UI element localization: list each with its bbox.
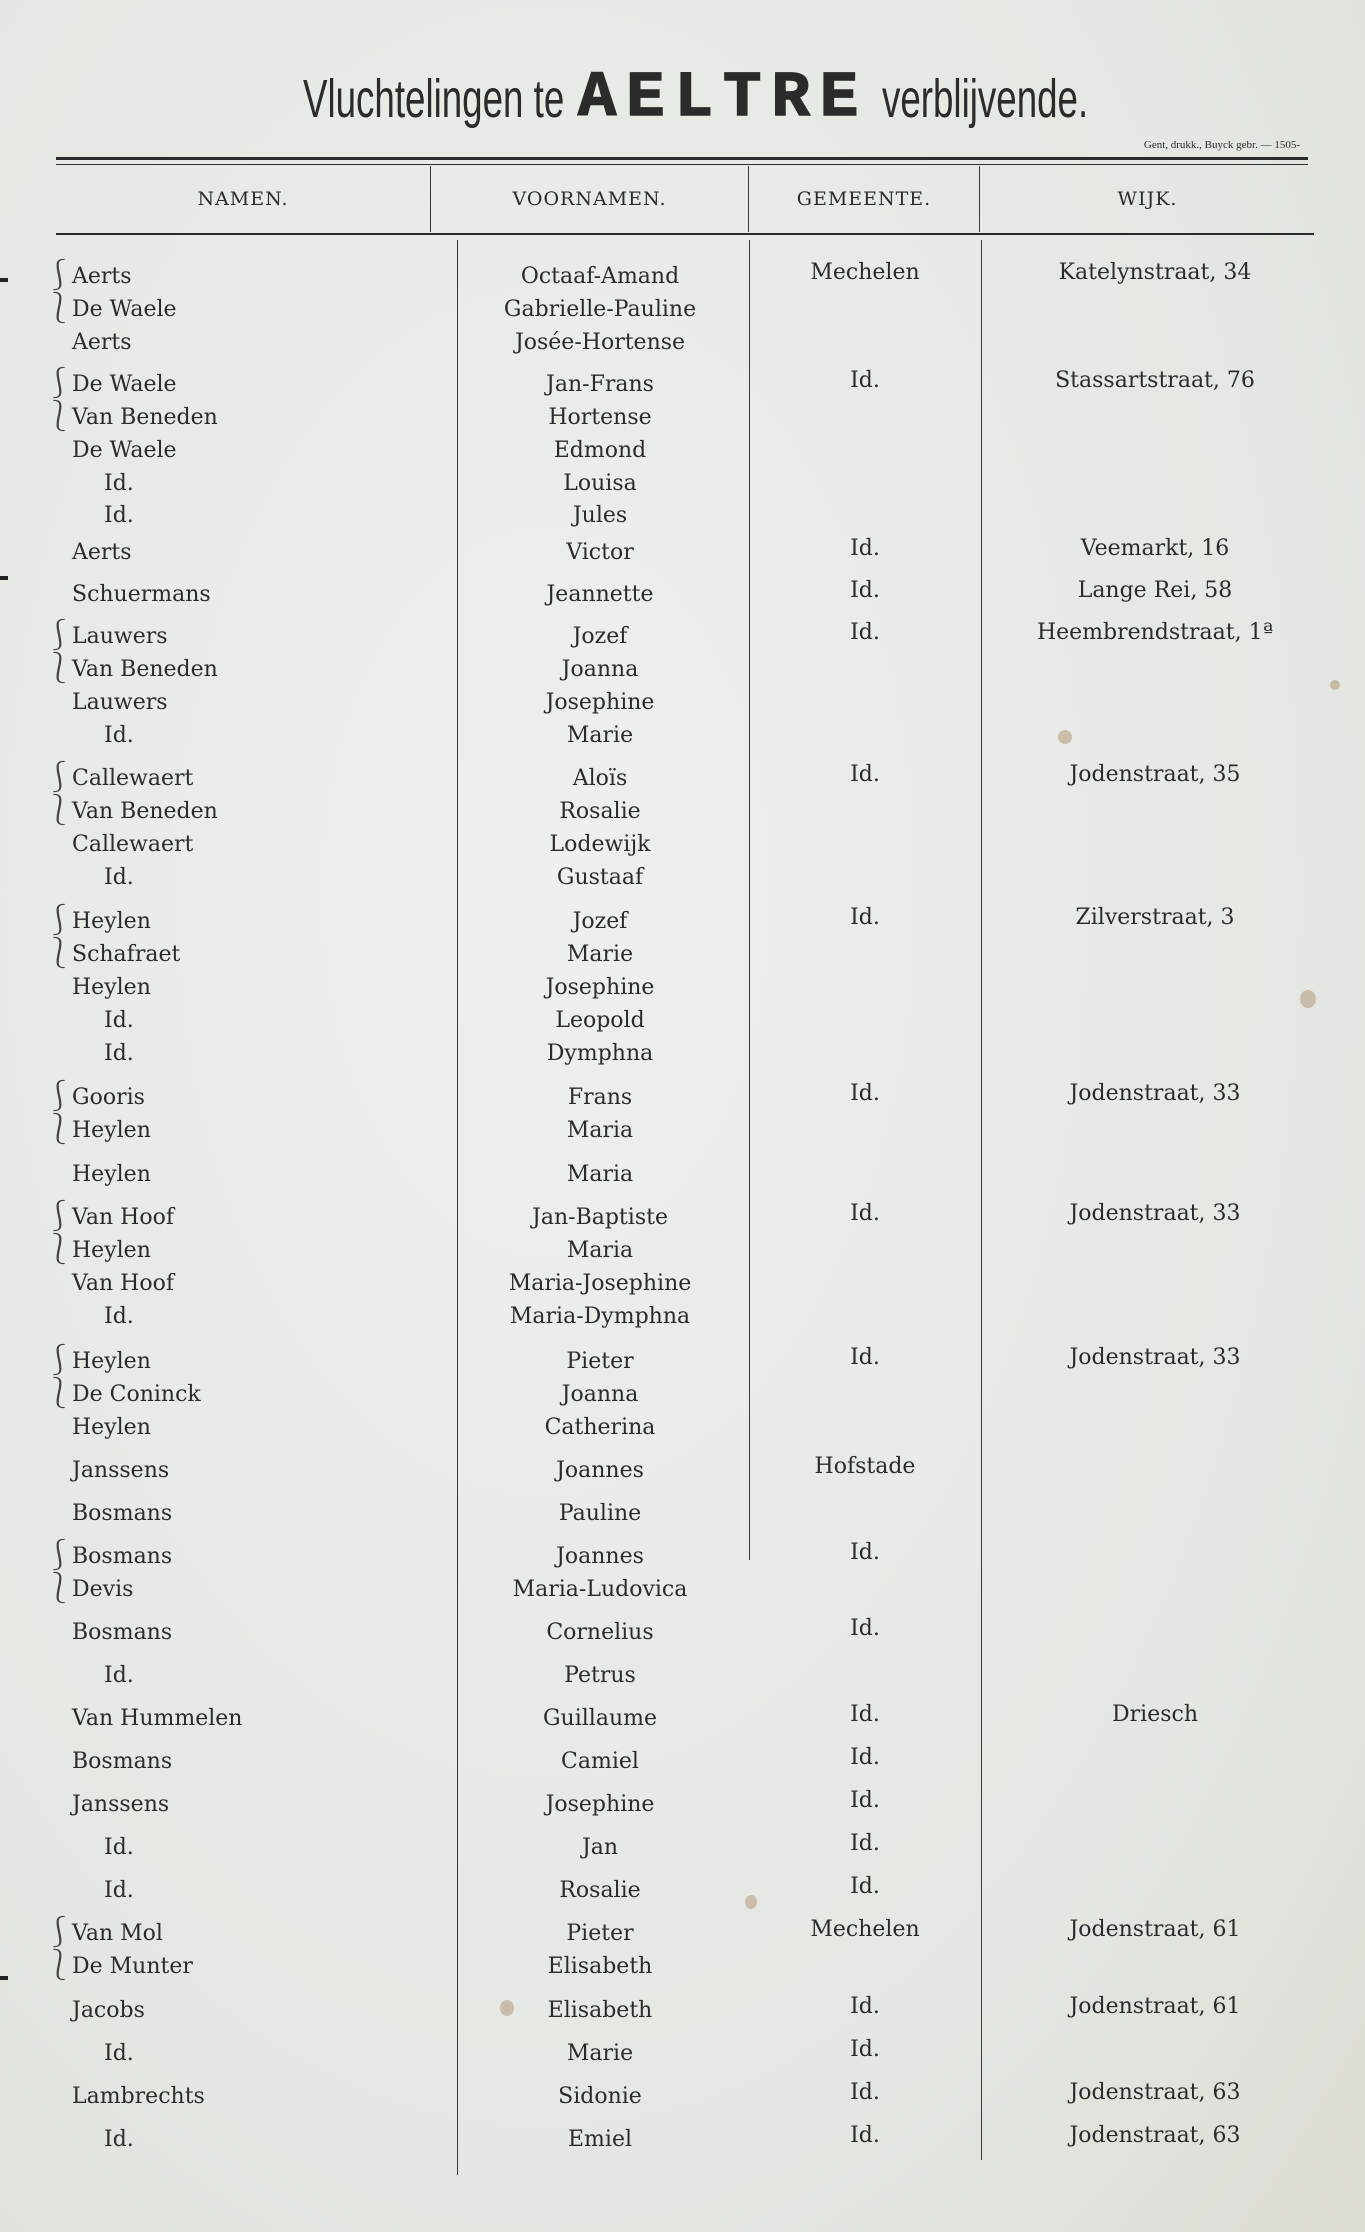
surname-cell: Id. xyxy=(104,1878,134,1903)
gemeente-cell: Id. xyxy=(850,578,880,603)
surname-cell: Devis xyxy=(72,1577,134,1602)
surname-cell: Id. xyxy=(104,1008,134,1033)
gemeente-cell: Id. xyxy=(850,1874,880,1899)
surname-cell: Id. xyxy=(104,1304,134,1329)
title-part-1: Vluchtelingen te xyxy=(302,68,564,129)
family-brace: ⎰ xyxy=(44,258,74,293)
punch-hole-mark xyxy=(0,576,8,580)
gemeente-cell: Id. xyxy=(850,1345,880,1370)
gemeente-cell: Id. xyxy=(850,2080,880,2105)
family-brace: ⎰ xyxy=(44,618,74,653)
gemeente-cell: Id. xyxy=(850,1201,880,1226)
gemeente-cell: Id. xyxy=(850,1831,880,1856)
wijk-cell: Lange Rei, 58 xyxy=(1077,578,1233,603)
printer-imprint: Gent, drukk., Buyck gebr. — 1505- xyxy=(1143,139,1300,151)
first-name-cell: Josephine xyxy=(545,975,655,1000)
surname-cell: Id. xyxy=(104,723,134,748)
family-brace: ⎱ xyxy=(44,793,74,828)
gemeente-cell: Id. xyxy=(850,1788,880,1813)
family-brace: ⎱ xyxy=(44,1571,74,1606)
surname-cell: Heylen xyxy=(72,1415,151,1440)
gemeente-cell: Id. xyxy=(850,368,880,393)
first-name-cell: Camiel xyxy=(561,1749,639,1774)
first-name-cell: Joannes xyxy=(556,1458,644,1483)
surname-cell: Heylen xyxy=(72,975,151,1000)
surname-cell: Aerts xyxy=(72,540,132,565)
first-name-cell: Gustaaf xyxy=(556,865,644,890)
surname-cell: Callewaert xyxy=(72,766,194,791)
header-namen: NAMEN. xyxy=(197,188,289,210)
surname-cell: Bosmans xyxy=(72,1749,173,1774)
first-name-cell: Josée-Hortense xyxy=(514,330,686,355)
foxing-spot xyxy=(1300,990,1316,1008)
first-name-cell: Hortense xyxy=(548,405,652,430)
first-name-cell: Joanna xyxy=(561,1382,639,1407)
wijk-cell: Jodenstraat, 33 xyxy=(1069,1201,1241,1226)
surname-cell: Heylen xyxy=(72,1162,151,1187)
surname-cell: Van Hoof xyxy=(72,1271,174,1296)
gemeente-cell: Id. xyxy=(850,536,880,561)
gemeente-cell: Id. xyxy=(850,1745,880,1770)
first-name-cell: Jan-Baptiste xyxy=(532,1205,668,1230)
surname-cell: Callewaert xyxy=(72,832,194,857)
surname-cell: Van Mol xyxy=(72,1921,163,1946)
gemeente-cell: Id. xyxy=(850,2123,880,2148)
family-brace: ⎱ xyxy=(44,399,74,434)
title-part-3: verblijvende. xyxy=(882,68,1089,129)
wijk-cell: Jodenstraat, 63 xyxy=(1069,2080,1241,2105)
first-name-cell: Emiel xyxy=(567,2127,632,2152)
family-brace: ⎰ xyxy=(44,903,74,938)
gemeente-cell: Id. xyxy=(850,905,880,930)
surname-cell: De Waele xyxy=(72,438,177,463)
wijk-cell: Zilverstraat, 3 xyxy=(1075,905,1235,930)
first-name-cell: Edmond xyxy=(553,438,647,463)
first-name-cell: Rosalie xyxy=(559,1878,641,1903)
surname-cell: Aerts xyxy=(72,330,132,355)
wijk-cell: Driesch xyxy=(1112,1702,1198,1727)
surname-cell: Heylen xyxy=(72,1238,151,1263)
first-name-cell: Jan xyxy=(581,1835,619,1860)
first-name-cell: Maria-Dymphna xyxy=(509,1304,691,1329)
gemeente-cell: Id. xyxy=(850,1994,880,2019)
surname-cell: Gooris xyxy=(72,1085,145,1110)
first-name-cell: Joannes xyxy=(556,1544,644,1569)
first-name-cell: Frans xyxy=(567,1085,633,1110)
family-brace: ⎰ xyxy=(44,1079,74,1114)
surname-cell: De Waele xyxy=(72,372,177,397)
first-name-cell: Maria-Ludovica xyxy=(512,1577,688,1602)
first-name-cell: Maria xyxy=(566,1162,634,1187)
first-name-cell: Louisa xyxy=(563,471,637,496)
punch-hole-mark xyxy=(0,278,8,282)
first-name-cell: Josephine xyxy=(545,690,655,715)
first-name-cell: Elisabeth xyxy=(547,1954,653,1979)
first-name-cell: Dymphna xyxy=(546,1041,654,1066)
wijk-cell: Stassartstraat, 76 xyxy=(1055,368,1255,393)
surname-cell: Bosmans xyxy=(72,1544,173,1569)
first-name-cell: Maria xyxy=(566,1118,634,1143)
surname-cell: Aerts xyxy=(72,264,132,289)
first-name-cell: Elisabeth xyxy=(547,1998,653,2023)
family-brace: ⎰ xyxy=(44,1915,74,1950)
family-brace: ⎰ xyxy=(44,1343,74,1378)
header-voornamen: VOORNAMEN. xyxy=(512,188,667,210)
first-name-cell: Jules xyxy=(572,503,628,528)
surname-cell: Heylen xyxy=(72,1349,151,1374)
first-name-cell: Aloïs xyxy=(572,766,628,791)
family-brace: ⎰ xyxy=(44,760,74,795)
wijk-cell: Jodenstraat, 61 xyxy=(1069,1994,1241,2019)
first-name-cell: Joanna xyxy=(561,657,639,682)
title-town: AELTRE xyxy=(577,62,869,135)
surname-cell: Van Beneden xyxy=(72,405,218,430)
surname-cell: De Coninck xyxy=(72,1382,201,1407)
first-name-cell: Pieter xyxy=(566,1349,634,1374)
gemeente-cell: Hofstade xyxy=(814,1454,916,1479)
surname-cell: Van Hummelen xyxy=(72,1706,243,1731)
gemeente-cell: Id. xyxy=(850,620,880,645)
wijk-cell: Jodenstraat, 61 xyxy=(1069,1917,1241,1942)
gemeente-cell: Mechelen xyxy=(810,260,920,285)
family-brace: ⎱ xyxy=(44,291,74,326)
surname-cell: Van Hoof xyxy=(72,1205,174,1230)
foxing-spot xyxy=(1058,730,1072,744)
family-brace: ⎰ xyxy=(44,1199,74,1234)
surname-cell: Van Beneden xyxy=(72,657,218,682)
header-wijk: WIJK. xyxy=(1117,188,1178,210)
surname-cell: Id. xyxy=(104,503,134,528)
first-name-cell: Victor xyxy=(566,540,634,565)
first-name-cell: Lodewijk xyxy=(549,832,651,857)
first-name-cell: Catherina xyxy=(544,1415,656,1440)
first-name-cell: Maria xyxy=(566,1238,634,1263)
wijk-cell: Veemarkt, 16 xyxy=(1080,536,1230,561)
first-name-cell: Cornelius xyxy=(546,1620,654,1645)
foxing-spot xyxy=(1330,680,1340,690)
gemeente-cell: Id. xyxy=(850,2037,880,2062)
first-name-cell: Pauline xyxy=(558,1501,642,1526)
surname-cell: Id. xyxy=(104,2041,134,2066)
first-name-cell: Pieter xyxy=(566,1921,634,1946)
family-brace: ⎱ xyxy=(44,651,74,686)
first-name-cell: Josephine xyxy=(545,1792,655,1817)
first-name-cell: Petrus xyxy=(564,1663,636,1688)
surname-cell: Id. xyxy=(104,865,134,890)
family-brace: ⎰ xyxy=(44,366,74,401)
surname-cell: Heylen xyxy=(72,909,151,934)
gemeente-cell: Id. xyxy=(850,1702,880,1727)
header-gemeente: GEMEENTE. xyxy=(796,188,932,210)
first-name-cell: Marie xyxy=(566,942,634,967)
wijk-cell: Jodenstraat, 33 xyxy=(1069,1345,1241,1370)
first-name-cell: Gabrielle-Pauline xyxy=(503,297,697,322)
first-name-cell: Leopold xyxy=(555,1008,645,1033)
gemeente-cell: Id. xyxy=(850,1616,880,1641)
first-name-cell: Jeannette xyxy=(546,582,654,607)
family-brace: ⎱ xyxy=(44,936,74,971)
gemeente-cell: Id. xyxy=(850,1540,880,1565)
surname-cell: Id. xyxy=(104,2127,134,2152)
surname-cell: Schuermans xyxy=(72,582,211,607)
surname-cell: Heylen xyxy=(72,1118,151,1143)
surname-cell: Bosmans xyxy=(72,1620,173,1645)
wijk-cell: Jodenstraat, 33 xyxy=(1069,1081,1241,1106)
surname-cell: Lambrechts xyxy=(72,2084,205,2109)
surname-cell: Janssens xyxy=(72,1458,170,1483)
surname-cell: Id. xyxy=(104,1663,134,1688)
wijk-cell: Katelynstraat, 34 xyxy=(1058,260,1252,285)
gemeente-cell: Id. xyxy=(850,1081,880,1106)
foxing-spot xyxy=(500,2000,514,2016)
first-name-cell: Jozef xyxy=(572,909,628,934)
first-name-cell: Guillaume xyxy=(542,1706,658,1731)
first-name-cell: Octaaf-Amand xyxy=(520,264,680,289)
surname-cell: Id. xyxy=(104,471,134,496)
foxing-spot xyxy=(745,1895,757,1909)
surname-cell: Jacobs xyxy=(72,1998,145,2023)
surname-cell: Lauwers xyxy=(72,624,168,649)
surname-cell: Lauwers xyxy=(72,690,168,715)
gemeente-cell: Id. xyxy=(850,762,880,787)
family-brace: ⎰ xyxy=(44,1538,74,1573)
family-brace: ⎱ xyxy=(44,1376,74,1411)
surname-cell: Van Beneden xyxy=(72,799,218,824)
surname-cell: Id. xyxy=(104,1835,134,1860)
surname-cell: Id. xyxy=(104,1041,134,1066)
first-name-cell: Jozef xyxy=(572,624,628,649)
wijk-cell: Jodenstraat, 35 xyxy=(1069,762,1241,787)
family-brace: ⎱ xyxy=(44,1112,74,1147)
wijk-cell: Jodenstraat, 63 xyxy=(1069,2123,1241,2148)
first-name-cell: Marie xyxy=(566,2041,634,2066)
first-name-cell: Marie xyxy=(566,723,634,748)
first-name-cell: Maria-Josephine xyxy=(508,1271,692,1296)
gemeente-cell: Mechelen xyxy=(810,1917,920,1942)
surname-cell: Janssens xyxy=(72,1792,170,1817)
first-name-cell: Rosalie xyxy=(559,799,641,824)
punch-hole-mark xyxy=(0,1976,8,1980)
surname-cell: Schafraet xyxy=(72,942,181,967)
first-name-cell: Sidonie xyxy=(558,2084,642,2109)
family-brace: ⎱ xyxy=(44,1232,74,1267)
family-brace: ⎱ xyxy=(44,1948,74,1983)
wijk-cell: Heembrendstraat, 1ª xyxy=(1036,620,1274,645)
surname-cell: De Munter xyxy=(72,1954,193,1979)
surname-cell: Bosmans xyxy=(72,1501,173,1526)
first-name-cell: Jan-Frans xyxy=(546,372,654,397)
surname-cell: De Waele xyxy=(72,297,177,322)
